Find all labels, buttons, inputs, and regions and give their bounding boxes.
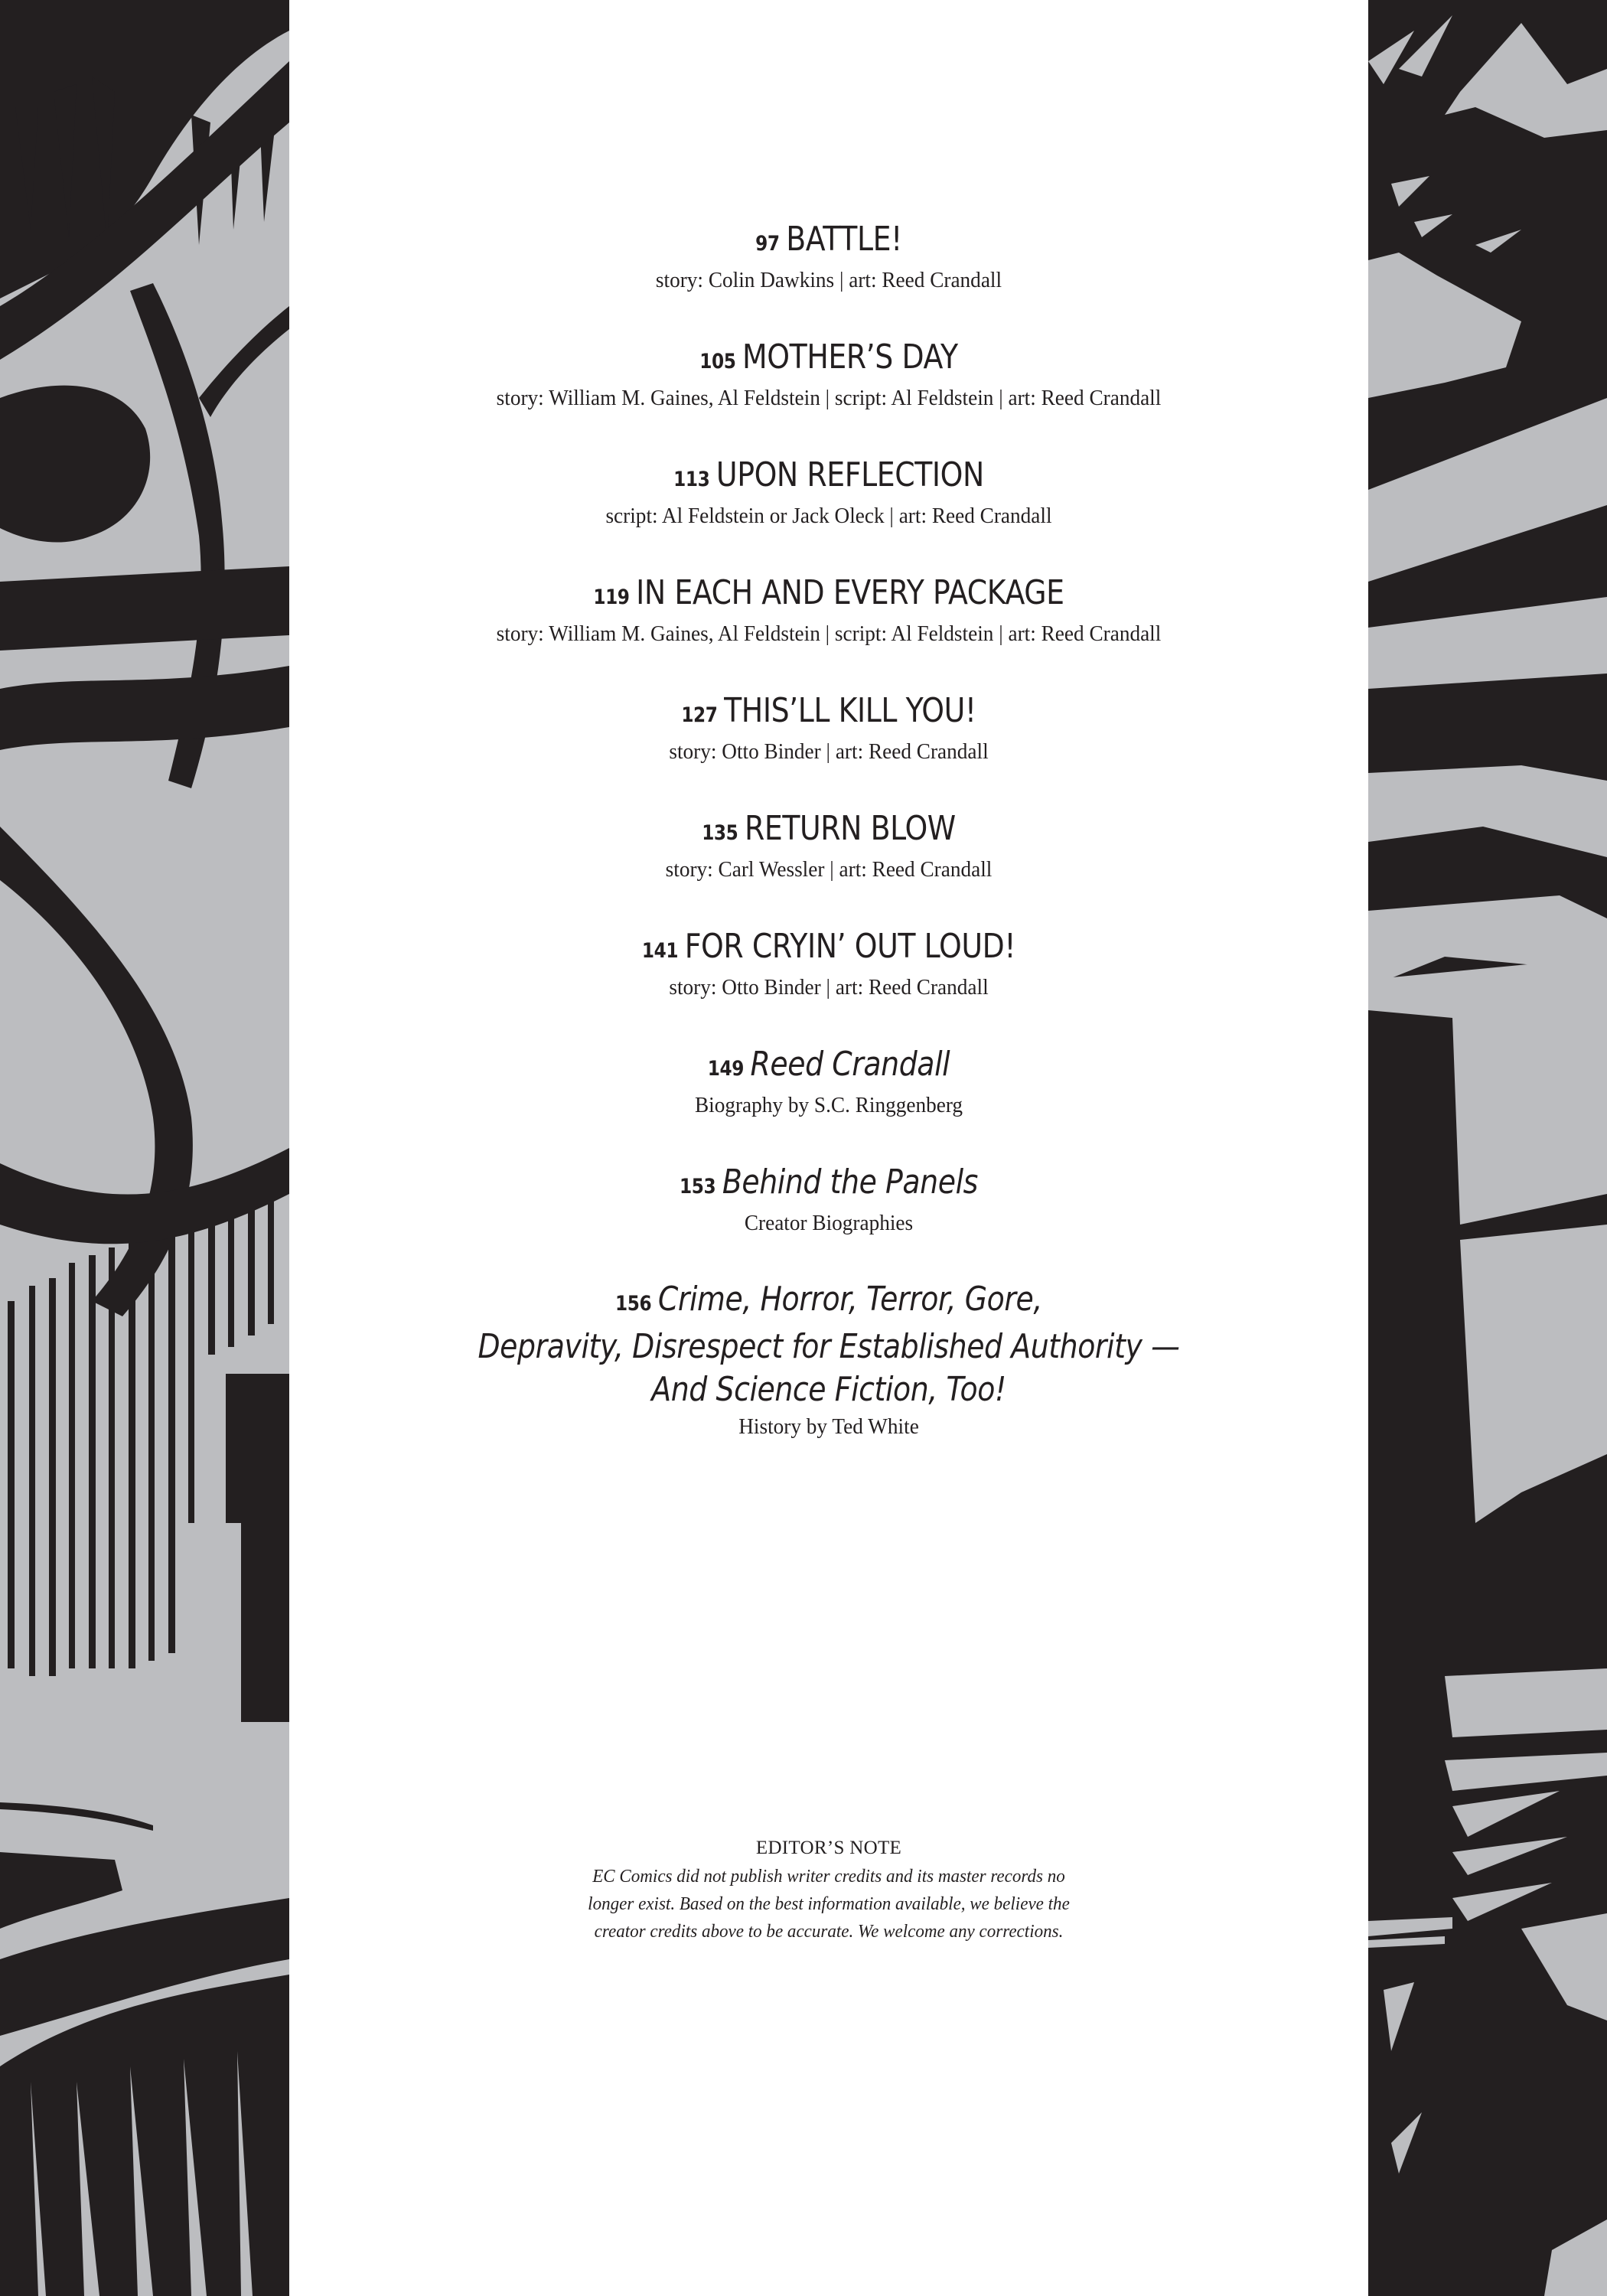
entry-title-line-3 [365, 1368, 1293, 1411]
story-credit: story: Otto Binder | art: Reed Crandall [669, 975, 989, 1000]
story-title: BATTLE! [786, 220, 902, 259]
entry-title-line [365, 572, 1293, 618]
page-number: 149 [707, 1057, 744, 1081]
toc-entry-in-each-and-every-package[interactable] [289, 572, 1368, 649]
story-credit: story: Carl Wessler | art: Reed Crandall [665, 857, 993, 882]
entry-title-line-1 [365, 1278, 1293, 1326]
page-number: 135 [702, 821, 738, 845]
page-number: 113 [673, 468, 710, 491]
section-title: Reed Crandall [750, 1045, 950, 1084]
story-title: FOR CRYIN’ OUT LOUD! [684, 927, 1016, 966]
section-title-line-3: And Science Fiction, Too! [651, 1370, 1006, 1409]
entry-title-line [365, 926, 1293, 972]
section-credit: History by Ted White [738, 1414, 919, 1439]
editors-note-line: creator credits above to be accurate. We welcome any corrections. [594, 1922, 1064, 1942]
story-title: MOTHER’S DAY [742, 338, 958, 377]
story-credit: story: William M. Gaines, Al Feldstein | script: Al Feldstein | art: Reed Crandall [496, 621, 1162, 646]
toc-entry-for-cryin-out-loud[interactable] [289, 926, 1368, 1003]
page-number: 156 [615, 1292, 652, 1316]
toc-entry-battle[interactable] [289, 219, 1368, 295]
page-number: 141 [641, 939, 679, 963]
story-title: UPON REFLECTION [715, 455, 984, 494]
toc-entry-behind-the-panels[interactable] [289, 1162, 1368, 1238]
right-artwork-panel [1368, 0, 1607, 2296]
entry-title-line [365, 808, 1293, 854]
story-credit: story: Otto Binder | art: Reed Crandall [669, 739, 989, 764]
page-number: 127 [681, 703, 718, 727]
section-title-line-1: Crime, Horror, Terror, Gore, [657, 1280, 1042, 1319]
woodcut-tree-illustration-icon [0, 0, 289, 2296]
toc-entry-upon-reflection[interactable] [289, 455, 1368, 531]
toc-entry-mothers-day[interactable] [289, 337, 1368, 413]
page-number: 119 [593, 585, 630, 609]
entry-title-line [365, 690, 1293, 736]
entry-title-line [365, 337, 1293, 383]
story-credit: script: Al Feldstein or Jack Oleck | art: Reed Crandall [605, 504, 1052, 528]
toc-entry-thisll-kill-you[interactable] [289, 690, 1368, 767]
story-title: IN EACH AND EVERY PACKAGE [636, 573, 1064, 612]
entry-title-line [365, 455, 1293, 501]
section-credit: Creator Biographies [744, 1211, 914, 1235]
editors-note-heading: EDITOR’S NOTE [755, 1838, 902, 1858]
entry-title-line [365, 1162, 1293, 1208]
story-title: RETURN BLOW [744, 809, 956, 848]
toc-entry-history[interactable] [289, 1278, 1368, 1442]
toc-entry-reed-crandall-biography[interactable] [289, 1044, 1368, 1120]
left-artwork-panel [0, 0, 289, 2296]
toc-entry-return-blow[interactable] [289, 808, 1368, 885]
story-credit: story: William M. Gaines, Al Feldstein | script: Al Feldstein | art: Reed Crandall [496, 386, 1162, 410]
woodcut-landscape-illustration-icon [1368, 0, 1607, 2296]
story-credit: story: Colin Dawkins | art: Reed Crandall [655, 268, 1002, 292]
editors-note [289, 1835, 1368, 1945]
page-number: 105 [699, 350, 736, 373]
editors-note-body [527, 1863, 1129, 1945]
section-title: Behind the Panels [722, 1163, 978, 1202]
story-title: THIS’LL KILL YOU! [724, 691, 976, 730]
editors-note-line: EC Comics did not publish writer credits and its master records no [592, 1867, 1065, 1887]
page-number: 153 [680, 1175, 716, 1199]
section-credit: Biography by S.C. Ringgenberg [694, 1093, 963, 1117]
editors-note-line: longer exist. Based on the best information available, we believe the [588, 1894, 1070, 1914]
entry-title-line [365, 1044, 1293, 1090]
table-of-contents [289, 0, 1368, 2296]
page-number: 97 [755, 232, 780, 256]
entry-title-line [365, 219, 1293, 265]
section-title-line-2: Depravity, Disrespect for Established Authority — [478, 1327, 1180, 1366]
entry-title-line-2 [365, 1326, 1293, 1368]
